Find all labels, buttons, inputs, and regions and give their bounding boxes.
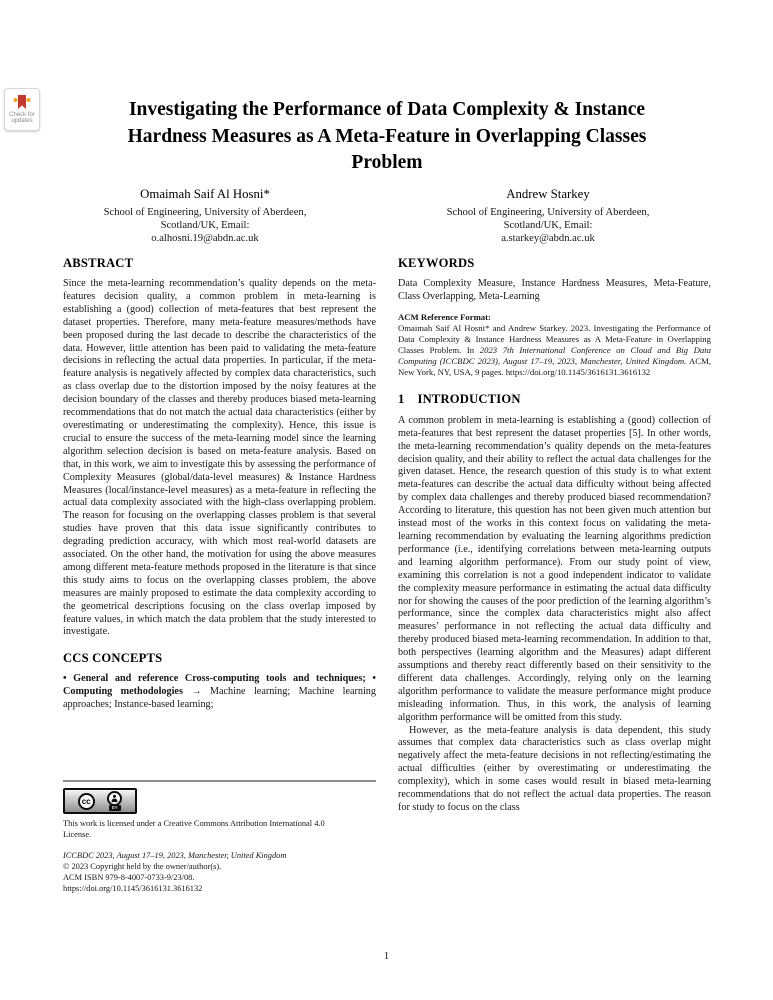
acm-reference-text (398, 323, 711, 378)
isbn-line: ACM ISBN 979-8-4007-0733-9/23/08. (63, 873, 195, 883)
doi-link[interactable]: https://doi.org/10.1145/3616131.3616132 (63, 884, 203, 894)
author-2-name: Andrew Starkey (506, 187, 590, 201)
acm-ref-part-1: Omaimah Saif Al Hosni* and Andrew Starkey. 2023. Investigating the Performance of Data Complexity & Instance Hardness Measures as A Meta-Feature in Overlapping Classes Problem. In (398, 322, 711, 355)
footnote-rule (63, 780, 376, 782)
acm-reference-heading: ACM Reference Format: (398, 311, 491, 322)
paper-title (63, 97, 711, 177)
author-2-affiliation-2: Scotland/UK, Email: (503, 220, 593, 232)
cc-logo-label: cc (81, 796, 91, 806)
section-title: INTRODUCTION (417, 391, 521, 406)
check-for-updates-badge[interactable] (4, 88, 40, 131)
ccs-normal-segment: → Machine learning; Machine learning approaches; Instance-based learning; (63, 686, 376, 711)
left-column (63, 256, 376, 712)
abstract-text: Since the meta-learning recommendation’s quality depends on the meta-features decision quality, a common problem in meta-learning is establishing a (good) collection of meta-features that best represent the dataset properties. Therefore, many meta-feature measures/methods have been proposed during the last decade to describe the characteristics of the data. However, little attention has been paid to validating the meta-feature decisions in reflecting the actual data properties. In particular, if the meta-feature analysis is negatively affected by complex data characteristics, such as class overlap due to the distortion imposed by the noisy features at the decision boundary of the classes and thereby produces biased meta-learning recommendations that do not match the actual data characteristics (either by overestimating or underestimating the complexity). Hence, this issue is crucial to ensure the success of the meta-learning model since the learning algorithm selection decision is based on meta-feature analysis. Based on that, in this work, we aim to investigate this by assessing the performance of Complexity Measures (global/data-level measures) & Instance Hardness Measures (local/instance-level measures) as a meta-feature in reflecting the actual data complexity associated with the high-class overlapping problem. The reason for focusing on the overlapping classes problem is that several studies have proven that this data issue significantly contributes to degrading prediction accuracy, with which most real-world datasets are associated. On the other hand, the motivation for using the above measures among different meta-feature methods proposed in the literature is that since this study aims to focus on the overlapping classes problem, the above measures are mainly proposed to estimate the data complexity according to the geometrical descriptions focusing on the class overlap imposed by feature values, in which match the data problem that the study interested to investigate. (63, 278, 376, 638)
author-2-affiliation-1: School of Engineering, University of Aberdeen, (446, 207, 650, 218)
title-line-1: Investigating the Performance of Data Complexity & Instance (128, 99, 646, 120)
ccs-bold-segment: • General and reference Cross-computing tools and techniques; • Computing methodologies (63, 673, 376, 698)
page-number: 1 (383, 951, 390, 962)
keywords-text: Data Complexity Measure, Instance Hardness Measures, Meta-Feature, Class Overlapping, Meta-Learning (398, 278, 711, 302)
abstract-heading: ABSTRACT (63, 256, 134, 270)
acm-ref-part-3: ACM, New York, NY, USA, 9 pages. https://doi.org/10.1145/3616131.3616132 (398, 355, 711, 377)
author-block-1 (62, 187, 348, 246)
author-block-2 (405, 187, 691, 246)
intro-paragraph-1: A common problem in meta-learning is establishing a (good) collection of meta-features that best represent the dataset properties [5]. In other words, the meta-learning recommendation’s quality depends on the meta-features decision quality, and their ability to reflect the actual data challenges for the given dataset. Hence, the research question of this study is to what extent meta-features can describe the actual data difficulty without being affected by complex data challenges and thereby produced biased recommendation? According to literature, this question has not been given much attention but instead most of the works in this context focus on validating the meta-learning recommendation by evaluating the learning algorithms prediction performance (i.e., identifying correlations between meta-learning outputs and learning algorithm performance). From our study point of view, examining this correlation is not a good independent indicator to validate the complexity measure performance in estimating the actual data difficulty nor for showing the causes of the poor prediction of the learning algorithm’s performance, since the complex data characteristics might also affect measures’ performance in not reflecting the actual data difficulty and thereby produced biased meta-learning recommendation. In addition to that, both perspectives (learning algorithm and the Measures) adapt different assumptions and thereby react differently based on their sensitivity to the different data challenges. Accordingly, relying only on the learning algorithm performance to validate the measure performance might produce misleading information. Thus, in this work, the analysis of learning algorithm performance will be omitted from this study. (398, 414, 711, 723)
author-2-email[interactable]: a.starkey@abdn.ac.uk (501, 233, 595, 245)
introduction-heading (398, 392, 711, 407)
license-footnote (63, 780, 376, 894)
bookmark-icon (13, 95, 31, 110)
author-1-email[interactable]: o.alhosni.19@abdn.ac.uk (151, 233, 259, 245)
intro-paragraph-2: However, as the meta-feature analysis is data dependent, this study assumes that complex data characteristics such as class overlap might negatively affect the meta-feature decisions in not reflecting/estimating the actual difficulties (either by overestimating or underestimating the complexity), which in some cases would result in biased meta-learning recommendations that do not reflect the actual data properties. The reason for study to focus on the class (398, 724, 711, 813)
conference-line: ICCBDC 2023, August 17–19, 2023, Manchester, United Kingdom (63, 851, 287, 861)
right-column (398, 256, 711, 815)
cc-by-license-badge[interactable] (63, 788, 137, 814)
copyright-line: © 2023 Copyright held by the owner/author(s). (63, 862, 222, 872)
acm-ref-part-2-italic: 2023 7th International Conference on Cloud and Big Data Computing (ICCBDC 2023), August 17–19, 2023, Manchester, United Kingdom. (398, 344, 711, 366)
license-text: This work is licensed under a Creative Commons Attribution International 4.0 License. (63, 819, 325, 839)
author-1-affiliation-2: Scotland/UK, Email: (160, 220, 250, 232)
cc-by-label: BY (109, 805, 121, 811)
ccs-concepts-heading: CCS CONCEPTS (63, 651, 163, 666)
ccs-concepts-text (63, 673, 376, 712)
cc-logo-icon (78, 793, 95, 810)
author-1-name: Omaimah Saif Al Hosni* (140, 187, 270, 201)
author-1-affiliation-1: School of Engineering, University of Aberdeen, (103, 207, 307, 218)
title-line-3: Problem (351, 152, 423, 173)
title-line-2: Hardness Measures as A Meta-Feature in Overlapping Classes (127, 125, 647, 147)
check-for-updates-label: Check for updates (9, 111, 35, 124)
cc-by-person-icon (107, 791, 122, 806)
section-number: 1 (398, 391, 405, 406)
keywords-heading: KEYWORDS (398, 256, 475, 270)
